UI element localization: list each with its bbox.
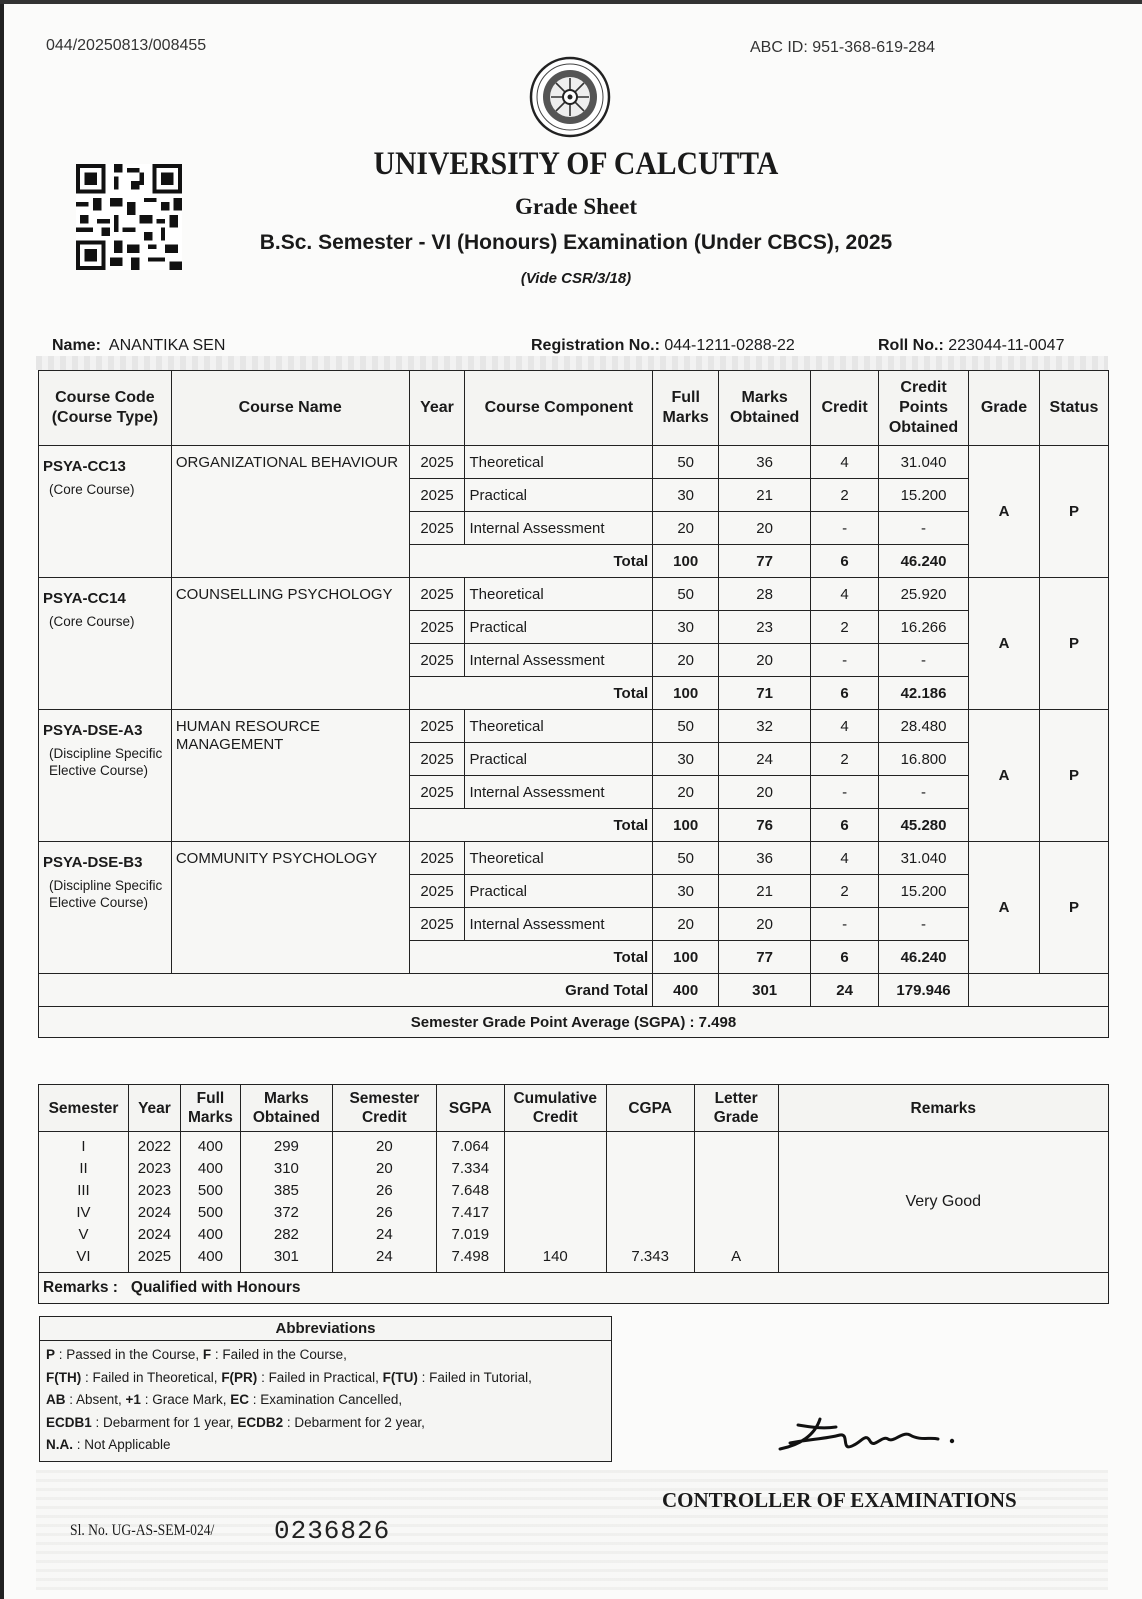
sgpa-column xyxy=(436,1132,504,1273)
total-label: Total xyxy=(409,545,653,578)
course-grade: A xyxy=(969,446,1040,578)
abbreviation-meaning: : Absent, xyxy=(65,1392,126,1407)
course-status: P xyxy=(1039,578,1108,710)
document-type-text: Grade Sheet xyxy=(514,194,637,219)
history-obtained-value: 310 xyxy=(273,1160,299,1177)
history-full-value: 400 xyxy=(197,1160,223,1177)
component-credit-points: 25.920 xyxy=(879,578,969,611)
component-credit-points: 16.800 xyxy=(879,743,969,776)
sgpa-row xyxy=(39,1007,1109,1038)
history-full-value: 400 xyxy=(197,1248,223,1265)
header-credit: Credit xyxy=(811,371,879,446)
component-marks-obtained: 36 xyxy=(719,446,811,479)
abbreviation-key: F(PR) xyxy=(221,1369,258,1385)
header-course-name: Course Name xyxy=(171,371,409,446)
final-remarks xyxy=(39,1273,1109,1304)
component-year: 2025 xyxy=(409,743,465,776)
course-grade: A xyxy=(969,578,1040,710)
header-sgpa: SGPA xyxy=(436,1085,504,1132)
document-number: 044/20250813/008455 xyxy=(46,37,207,54)
history-year-value: 2023 xyxy=(137,1182,172,1199)
component-name: Practical xyxy=(465,479,653,512)
history-semester-value: V xyxy=(78,1226,89,1243)
cumulative-credit-value: 140 xyxy=(542,1248,568,1265)
header-course-code: Course Code (Course Type) xyxy=(39,371,172,446)
component-credit: - xyxy=(811,644,879,677)
total-full-marks: 100 xyxy=(653,677,719,710)
component-full-marks: 50 xyxy=(653,842,719,875)
course-grade: A xyxy=(969,842,1040,974)
final-remarks-row xyxy=(39,1273,1109,1304)
component-year: 2025 xyxy=(409,776,465,809)
page-edge-top xyxy=(0,0,1142,4)
course-name: HUMAN RESOURCE MANAGEMENT xyxy=(171,710,409,842)
abbreviation-meaning: : Failed in Theoretical, xyxy=(81,1369,222,1385)
history-year-value: 2024 xyxy=(137,1226,172,1243)
course-code: PSYA-CC13 xyxy=(43,458,126,475)
component-credit-points: 28.480 xyxy=(879,710,969,743)
history-obtained-value: 282 xyxy=(273,1226,299,1243)
marks-table xyxy=(38,370,1109,1038)
header-semester: Semester xyxy=(39,1085,129,1132)
total-credit-points: 42.186 xyxy=(879,677,969,710)
history-obtained-value: 299 xyxy=(273,1138,299,1155)
course-type: (Core Course) xyxy=(49,482,135,497)
registration-label: Registration No.: xyxy=(531,337,660,354)
marks-table-header xyxy=(39,371,1109,446)
history-credit-value: 24 xyxy=(376,1226,393,1243)
component-full-marks: 30 xyxy=(653,479,719,512)
header-letter-grade: Letter Grade xyxy=(694,1085,778,1132)
letter-grade-cell xyxy=(694,1132,778,1273)
component-credit: 4 xyxy=(811,578,879,611)
watermark-band xyxy=(36,356,1108,370)
cgpa-cell xyxy=(606,1132,694,1273)
component-credit: 4 xyxy=(811,446,879,479)
total-full-marks: 100 xyxy=(653,809,719,842)
grand-total-points: 179.946 xyxy=(879,974,969,1007)
component-year: 2025 xyxy=(409,908,465,941)
grand-total-label: Grand Total xyxy=(39,974,653,1007)
course-code-cell xyxy=(39,446,172,578)
component-credit: 2 xyxy=(811,743,879,776)
history-semester-value: III xyxy=(77,1182,90,1199)
university-name-text: UNIVERSITY OF CALCUTTA xyxy=(373,146,779,182)
history-year-value: 2023 xyxy=(137,1160,172,1177)
component-full-marks: 20 xyxy=(653,776,719,809)
component-year: 2025 xyxy=(409,512,465,545)
component-year: 2025 xyxy=(409,578,465,611)
serial-number: 0236826 xyxy=(274,1516,391,1546)
total-label: Total xyxy=(409,677,653,710)
history-sgpa-value: 7.019 xyxy=(451,1226,490,1243)
history-obtained-value: 385 xyxy=(273,1182,299,1199)
abbreviation-meaning: : Failed in Tutorial, xyxy=(417,1369,532,1385)
letter-grade-value: A xyxy=(731,1248,742,1265)
abbreviations-list xyxy=(40,1341,611,1461)
component-marks-obtained: 24 xyxy=(719,743,811,776)
component-full-marks: 30 xyxy=(653,875,719,908)
cumulative-credit-cell xyxy=(504,1132,606,1273)
history-sgpa-value: 7.648 xyxy=(451,1182,490,1199)
abbreviation-line xyxy=(46,1344,605,1367)
abbreviation-key: AB xyxy=(46,1392,66,1407)
history-credit-value: 26 xyxy=(376,1204,393,1221)
component-full-marks: 20 xyxy=(653,908,719,941)
history-semester-value: I xyxy=(81,1138,86,1155)
name-label: Name: xyxy=(52,337,101,354)
course-type: (Discipline Specific Elective Course) xyxy=(49,878,163,910)
course-code-cell xyxy=(39,842,172,974)
component-marks-obtained: 20 xyxy=(719,776,811,809)
component-full-marks: 20 xyxy=(653,644,719,677)
course-type: (Core Course) xyxy=(49,614,135,629)
abbreviation-key: F xyxy=(202,1347,212,1362)
total-label: Total xyxy=(409,809,653,842)
component-full-marks: 20 xyxy=(653,512,719,545)
total-credit-points: 45.280 xyxy=(879,809,969,842)
course-type: (Discipline Specific Elective Course) xyxy=(49,746,163,778)
header-credit-points: Credit Points Obtained xyxy=(879,371,969,446)
component-credit-points: - xyxy=(879,512,969,545)
course-component-row xyxy=(39,446,1109,479)
component-credit: - xyxy=(811,776,879,809)
component-credit: - xyxy=(811,908,879,941)
component-full-marks: 30 xyxy=(653,611,719,644)
abbreviation-line xyxy=(46,1389,605,1412)
component-year: 2025 xyxy=(409,644,465,677)
history-credit-value: 20 xyxy=(376,1160,393,1177)
abbreviations-title: Abbreviations xyxy=(40,1317,611,1341)
component-credit-points: - xyxy=(879,644,969,677)
component-credit: - xyxy=(811,512,879,545)
component-marks-obtained: 21 xyxy=(719,875,811,908)
serial-label: Sl. No. UG-AS-SEM-024/ xyxy=(70,1522,215,1539)
history-full-value: 500 xyxy=(197,1182,223,1199)
component-credit-points: 15.200 xyxy=(879,875,969,908)
component-credit: 2 xyxy=(811,611,879,644)
history-full-value: 400 xyxy=(197,1226,223,1243)
component-year: 2025 xyxy=(409,842,465,875)
history-semester-value: VI xyxy=(76,1248,91,1265)
total-full-marks: 100 xyxy=(653,545,719,578)
course-code-cell xyxy=(39,578,172,710)
component-name: Practical xyxy=(465,743,653,776)
vide-reference xyxy=(0,270,1142,287)
component-name: Theoretical xyxy=(465,578,653,611)
document-type xyxy=(0,194,1142,220)
abbreviation-meaning: : Debarment for 2 year, xyxy=(283,1414,425,1430)
component-full-marks: 30 xyxy=(653,743,719,776)
roll-label: Roll No.: xyxy=(878,337,944,354)
course-component-row xyxy=(39,578,1109,611)
controller-of-examinations: CONTROLLER OF EXAMINATIONS xyxy=(662,1488,1017,1512)
header-semester-credit: Semester Credit xyxy=(332,1085,436,1132)
header-full-marks: Full Marks xyxy=(180,1085,240,1132)
history-obtained-value: 372 xyxy=(273,1204,299,1221)
history-full-value: 400 xyxy=(197,1138,223,1155)
component-credit-points: 16.266 xyxy=(879,611,969,644)
total-credit: 6 xyxy=(811,677,879,710)
abbreviation-key: EC xyxy=(230,1392,249,1407)
total-credit: 6 xyxy=(811,545,879,578)
total-marks-obtained: 71 xyxy=(719,677,811,710)
course-code: PSYA-CC14 xyxy=(43,590,126,607)
grand-total-row xyxy=(39,974,1109,1007)
component-year: 2025 xyxy=(409,446,465,479)
header-marks-obtained: Marks Obtained xyxy=(240,1085,332,1132)
component-marks-obtained: 21 xyxy=(719,479,811,512)
component-year: 2025 xyxy=(409,875,465,908)
abc-id: ABC ID: 951-368-619-284 xyxy=(750,39,935,56)
grand-total-blank xyxy=(969,974,1109,1007)
grand-total-credit: 24 xyxy=(811,974,879,1007)
history-body-row xyxy=(39,1132,1109,1273)
abbreviation-key: F(TH) xyxy=(46,1369,82,1385)
header-year: Year xyxy=(128,1085,180,1132)
registration-value: 044-1211-0288-22 xyxy=(664,337,795,354)
header-grade: Grade xyxy=(969,371,1040,446)
total-credit: 6 xyxy=(811,809,879,842)
examination-title xyxy=(0,231,1142,255)
total-credit: 6 xyxy=(811,941,879,974)
component-marks-obtained: 36 xyxy=(719,842,811,875)
component-marks-obtained: 20 xyxy=(719,908,811,941)
grand-total-full: 400 xyxy=(653,974,719,1007)
name-value: ANANTIKA SEN xyxy=(108,337,226,354)
component-marks-obtained: 20 xyxy=(719,512,811,545)
remarks-cell: Very Good xyxy=(778,1132,1108,1273)
component-marks-obtained: 28 xyxy=(719,578,811,611)
abbreviation-key: F(TU) xyxy=(382,1369,418,1385)
header-marks-obtained: Marks Obtained xyxy=(719,371,811,446)
semester-credit-column xyxy=(332,1132,436,1273)
abbreviation-line xyxy=(46,1367,605,1390)
total-credit-points: 46.240 xyxy=(879,941,969,974)
course-status: P xyxy=(1039,842,1108,974)
component-full-marks: 50 xyxy=(653,446,719,479)
component-year: 2025 xyxy=(409,479,465,512)
component-credit: 4 xyxy=(811,710,879,743)
total-marks-obtained: 77 xyxy=(719,941,811,974)
component-year: 2025 xyxy=(409,611,465,644)
abbreviation-meaning: : Debarment for 1 year, xyxy=(91,1414,238,1430)
full-marks-column xyxy=(180,1132,240,1273)
header-cumulative-credit: Cumulative Credit xyxy=(504,1085,606,1132)
total-full-marks: 100 xyxy=(653,941,719,974)
component-name: Internal Assessment xyxy=(465,908,653,941)
university-seal-icon xyxy=(529,56,611,138)
header-status: Status xyxy=(1039,371,1108,446)
cgpa-value: 7.343 xyxy=(631,1248,669,1265)
header-cgpa: CGPA xyxy=(606,1085,694,1132)
component-name: Internal Assessment xyxy=(465,512,653,545)
history-sgpa-value: 7.334 xyxy=(451,1160,490,1177)
abbreviation-key: +1 xyxy=(125,1392,141,1407)
course-component-row xyxy=(39,710,1109,743)
component-name: Internal Assessment xyxy=(465,776,653,809)
history-sgpa-value: 7.498 xyxy=(451,1248,490,1265)
total-marks-obtained: 76 xyxy=(719,809,811,842)
component-name: Theoretical xyxy=(465,710,653,743)
abbreviation-key: ECDB1 xyxy=(46,1414,92,1430)
component-marks-obtained: 23 xyxy=(719,611,811,644)
course-name: ORGANIZATIONAL BEHAVIOUR xyxy=(171,446,409,578)
abbreviation-meaning: : Not Applicable xyxy=(73,1437,171,1452)
course-name: COMMUNITY PSYCHOLOGY xyxy=(171,842,409,974)
component-full-marks: 50 xyxy=(653,578,719,611)
component-name: Theoretical xyxy=(465,446,653,479)
header-year: Year xyxy=(409,371,465,446)
history-semester-value: II xyxy=(79,1160,88,1177)
course-status: P xyxy=(1039,710,1108,842)
component-name: Practical xyxy=(465,875,653,908)
abbreviation-key: ECDB2 xyxy=(237,1414,284,1430)
roll-number xyxy=(878,337,1064,355)
vide-reference-text: (Vide CSR/3/18) xyxy=(520,270,632,287)
component-name: Internal Assessment xyxy=(465,644,653,677)
history-year-value: 2025 xyxy=(137,1248,172,1265)
abbreviation-meaning: : Failed in the Course, xyxy=(211,1347,347,1362)
sgpa-text: Semester Grade Point Average (SGPA) : 7.498 xyxy=(39,1007,1109,1038)
component-name: Theoretical xyxy=(465,842,653,875)
history-credit-value: 26 xyxy=(376,1182,393,1199)
final-remarks-value: Qualified with Honours xyxy=(130,1279,301,1296)
course-name: COUNSELLING PSYCHOLOGY xyxy=(171,578,409,710)
course-code: PSYA-DSE-B3 xyxy=(43,854,143,871)
component-credit: 2 xyxy=(811,875,879,908)
total-label: Total xyxy=(409,941,653,974)
abbreviation-meaning: : Grace Mark, xyxy=(140,1392,231,1407)
component-credit: 2 xyxy=(811,479,879,512)
component-full-marks: 50 xyxy=(653,710,719,743)
header-full-marks: Full Marks xyxy=(653,371,719,446)
course-status: P xyxy=(1039,446,1108,578)
header-remarks: Remarks xyxy=(778,1085,1108,1132)
component-credit-points: - xyxy=(879,908,969,941)
history-sgpa-value: 7.064 xyxy=(451,1138,490,1155)
abbreviations-box xyxy=(39,1316,612,1462)
total-credit-points: 46.240 xyxy=(879,545,969,578)
history-credit-value: 24 xyxy=(376,1248,393,1265)
marks-obtained-column xyxy=(240,1132,332,1273)
history-semester-value: IV xyxy=(76,1204,91,1221)
component-credit-points: - xyxy=(879,776,969,809)
final-remarks-label: Remarks : xyxy=(43,1279,118,1296)
component-year: 2025 xyxy=(409,710,465,743)
history-credit-value: 20 xyxy=(376,1138,393,1155)
component-marks-obtained: 20 xyxy=(719,644,811,677)
abbreviation-meaning: : Passed in the Course, xyxy=(55,1347,203,1362)
history-header xyxy=(39,1085,1109,1132)
course-code: PSYA-DSE-A3 xyxy=(43,722,143,739)
registration-number xyxy=(531,337,795,355)
abbreviation-line xyxy=(46,1434,605,1457)
abbreviation-key: P xyxy=(46,1347,56,1362)
component-marks-obtained: 32 xyxy=(719,710,811,743)
semester-column xyxy=(39,1132,129,1273)
history-full-value: 500 xyxy=(197,1204,223,1221)
abbreviation-line xyxy=(46,1412,605,1435)
grand-total-obtained: 301 xyxy=(719,974,811,1007)
abbreviation-meaning: : Examination Cancelled, xyxy=(249,1392,403,1407)
abbreviation-key: N.A. xyxy=(46,1437,73,1452)
course-grade: A xyxy=(969,710,1040,842)
roll-value: 223044-11-0047 xyxy=(948,337,1065,354)
history-year-value: 2022 xyxy=(137,1138,172,1155)
history-sgpa-value: 7.417 xyxy=(451,1204,490,1221)
signature-icon xyxy=(770,1405,990,1465)
university-name xyxy=(0,146,1142,183)
component-name: Practical xyxy=(465,611,653,644)
history-year-value: 2024 xyxy=(137,1204,172,1221)
semester-history-table xyxy=(38,1084,1109,1304)
history-obtained-value: 301 xyxy=(273,1248,299,1265)
component-credit-points: 15.200 xyxy=(879,479,969,512)
component-credit-points: 31.040 xyxy=(879,446,969,479)
year-column xyxy=(128,1132,180,1273)
examination-title-text: B.Sc. Semester - VI (Honours) Examination (Under CBCS), 2025 xyxy=(259,231,893,254)
total-marks-obtained: 77 xyxy=(719,545,811,578)
course-code-cell xyxy=(39,710,172,842)
component-credit: 4 xyxy=(811,842,879,875)
student-name xyxy=(52,337,225,355)
course-component-row xyxy=(39,842,1109,875)
header-course-component: Course Component xyxy=(465,371,653,446)
component-credit-points: 31.040 xyxy=(879,842,969,875)
abbreviation-meaning: : Failed in Practical, xyxy=(257,1369,383,1385)
